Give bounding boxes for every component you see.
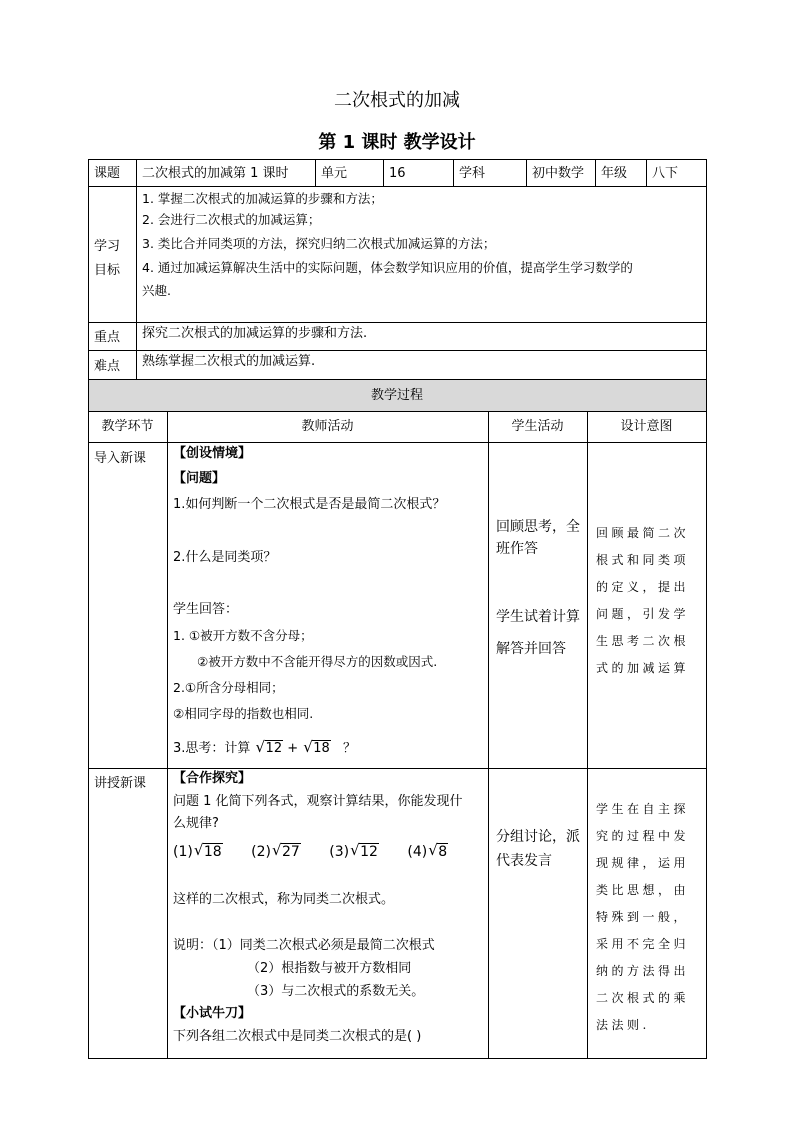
student-answer-label: 学生回答： xyxy=(173,602,239,617)
answer-line: 1. ①被开方数不含分母； xyxy=(173,628,313,643)
stage-new-lesson: 讲授新课 xyxy=(94,776,147,791)
problem-text: 问题 1 化简下列各式，观察计算结果，你能发现什 xyxy=(173,794,463,809)
objective-item: 兴趣. xyxy=(142,283,171,298)
heading-scenario: 【创设情境】 xyxy=(173,446,252,461)
table-line xyxy=(88,411,707,412)
table-line xyxy=(587,411,588,1059)
table-line xyxy=(167,411,168,1059)
note-line: （3）与二次根式的系数无关。 xyxy=(247,984,425,999)
sqrt-18: √ 18 xyxy=(194,844,223,860)
design-intent: 回顾最简二次根式和同类项的定义，提出问题，引发学生思考二次根式的加减运算 xyxy=(596,526,690,675)
plus-sign: + xyxy=(287,741,299,756)
table-line xyxy=(88,379,707,380)
sqrt-27: √ 27 xyxy=(272,844,301,860)
table-line xyxy=(646,159,647,187)
objective-item: 2. 会进行二次根式的加减运算； xyxy=(142,212,321,227)
objective-item: 1. 掌握二次根式的加减运算的步骤和方法； xyxy=(142,191,383,206)
problem-text: 么规律? xyxy=(173,816,219,831)
student-activity: 分组讨论，派 xyxy=(496,829,580,845)
subject-label: 学科 xyxy=(459,166,486,181)
key-point-label: 重点 xyxy=(94,330,121,345)
table-line xyxy=(88,1058,707,1059)
root-item: (4)√ 8 xyxy=(407,844,448,860)
subject-value: 初中数学 xyxy=(532,166,585,181)
heading-explore: 【合作探究】 xyxy=(173,771,252,786)
col-intent: 设计意图 xyxy=(620,419,673,434)
topic-label: 课题 xyxy=(94,166,121,181)
sqrt-18: √ 18 xyxy=(303,741,331,757)
objective-item: 4. 通过加减运算解决生活中的实际问题，体会数学知识应用的价值，提高学生学习数学的 xyxy=(142,260,633,275)
student-activity: 代表发言 xyxy=(496,853,552,869)
answer-line: ②被开方数中不含能开得尽方的因数或因式. xyxy=(197,654,438,669)
difficulty-text: 熟练掌握二次根式的加减运算. xyxy=(142,354,316,369)
exercise: 下列各组二次根式中是同类二次根式的是( ) xyxy=(173,1029,422,1044)
table-line xyxy=(88,442,707,443)
question-2: 2.什么是同类项？ xyxy=(173,550,277,565)
sqrt-8: √ 8 xyxy=(428,844,448,860)
root-item: (2)√ 27 xyxy=(251,844,301,860)
table-line xyxy=(706,159,707,1059)
grade-value: 八下 xyxy=(652,166,679,181)
student-activity: 解答并回答 xyxy=(496,641,566,657)
note-line: （2）根指数与被开方数相同 xyxy=(247,961,412,976)
document-title: 二次根式的加减 xyxy=(334,90,460,111)
answer-line: ②相同字母的指数也相同. xyxy=(173,706,314,721)
design-intent: 学生在自主探究的过程中发现规律，运用类比思想，由特殊到一般，采用不完全归纳的方法得出二次根式的乘法法则. xyxy=(596,802,690,1032)
topic-value: 二次根式的加减第 1 课时 xyxy=(142,166,289,181)
note-line: 说明：（1）同类二次根式必须是最简二次根式 xyxy=(173,938,435,953)
definition: 这样的二次根式，称为同类二次根式。 xyxy=(173,892,395,907)
student-activity: 班作答 xyxy=(496,541,538,557)
table-line xyxy=(595,159,596,187)
answer-line: 2.①所含分母相同； xyxy=(173,680,284,695)
think-question xyxy=(173,741,356,757)
document-subtitle: 第 1 课时 教学设计 xyxy=(318,132,476,153)
table-line xyxy=(88,159,707,160)
table-line xyxy=(383,159,384,187)
table-line xyxy=(453,159,454,187)
table-line xyxy=(88,768,707,769)
table-line xyxy=(88,350,707,351)
student-activity: 学生试着计算 xyxy=(496,609,580,625)
table-line xyxy=(88,159,89,1059)
question-mark: ？ xyxy=(342,741,356,756)
question-1: 1.如何判断一个二次根式是否是最简二次根式？ xyxy=(173,497,446,512)
objectives-label-2: 目标 xyxy=(94,263,121,278)
root-item: (1)√ 18 xyxy=(173,844,223,860)
table-line xyxy=(315,159,316,187)
unit-value: 16 xyxy=(389,166,406,181)
unit-label: 单元 xyxy=(321,166,348,181)
think-text: 3.思考：计算 xyxy=(173,741,251,756)
table-line xyxy=(88,322,707,323)
grade-label: 年级 xyxy=(601,166,628,181)
table-line xyxy=(136,159,137,380)
col-teacher: 教师活动 xyxy=(301,419,354,434)
col-stage: 教学环节 xyxy=(101,419,154,434)
heading-practice: 【小试牛刀】 xyxy=(173,1006,252,1021)
table-line xyxy=(488,411,489,1059)
objectives-label-1: 学习 xyxy=(94,239,121,254)
sqrt-12: √ 12 xyxy=(256,741,284,757)
root-item: (3)√ 12 xyxy=(329,844,379,860)
table-line xyxy=(88,186,707,187)
table-line xyxy=(526,159,527,187)
objective-item: 3. 类比合并同类项的方法，探究归纳二次根式加减运算的方法； xyxy=(142,236,496,251)
col-student: 学生活动 xyxy=(511,419,564,434)
heading-question: 【问题】 xyxy=(173,471,226,486)
student-activity: 回顾思考，全 xyxy=(496,519,580,535)
difficulty-label: 难点 xyxy=(94,359,121,374)
key-point-text: 探究二次根式的加减运算的步骤和方法. xyxy=(142,326,368,341)
sqrt-12: √ 12 xyxy=(350,844,379,860)
stage-intro: 导入新课 xyxy=(94,451,147,466)
process-header: 教学过程 xyxy=(370,388,423,403)
roots-list xyxy=(173,844,448,860)
